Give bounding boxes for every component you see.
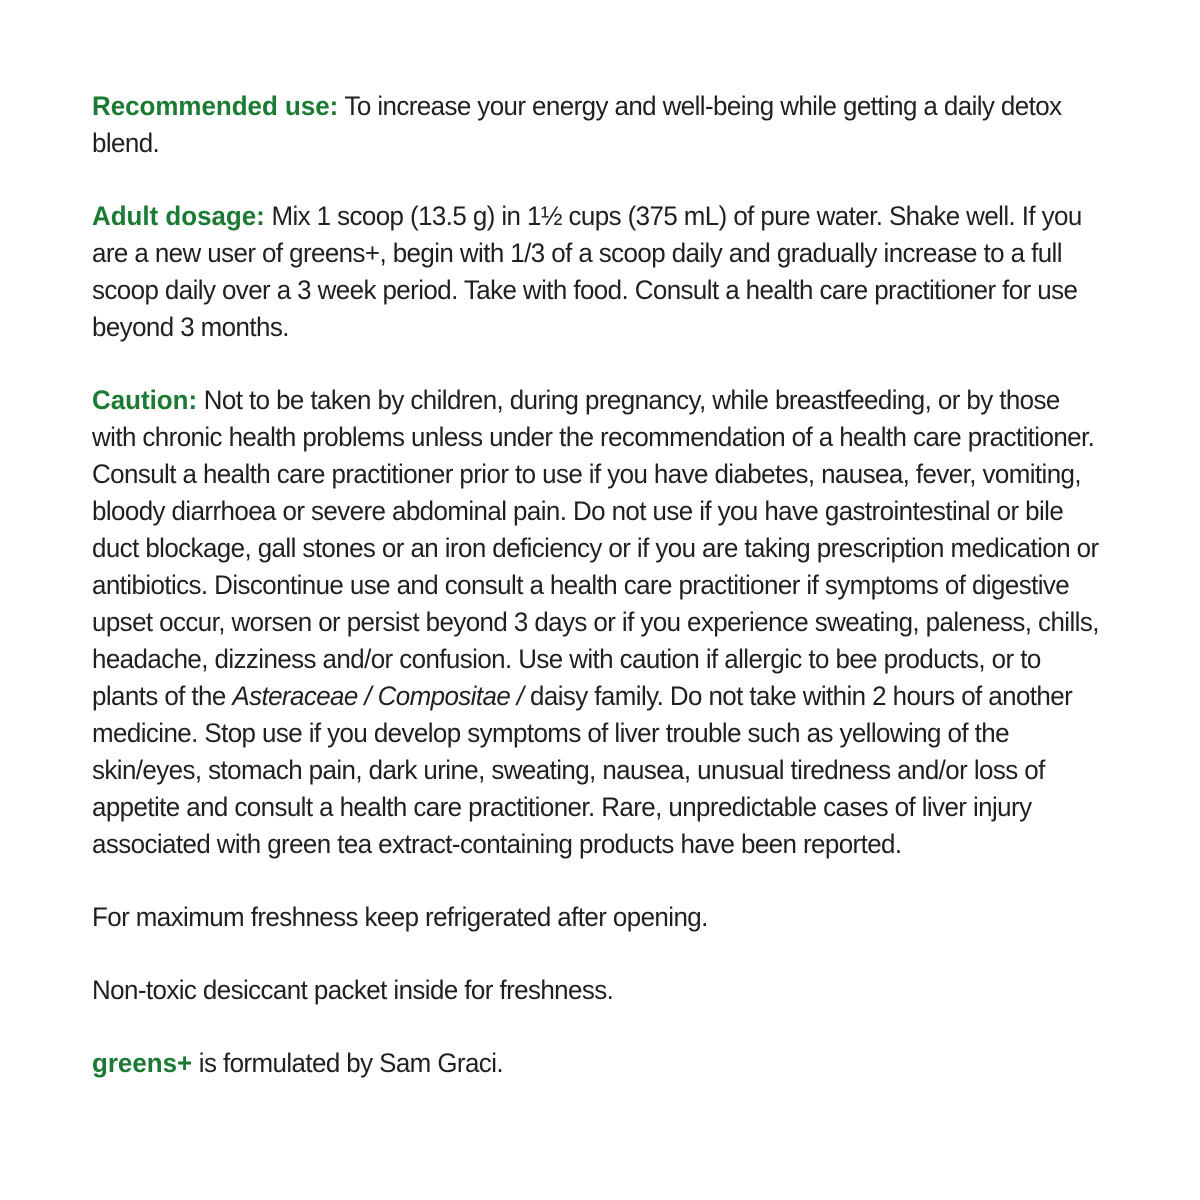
caution-plant-family: Asteraceae / Compositae / xyxy=(232,681,524,711)
formulation-text: is formulated by Sam Graci. xyxy=(192,1048,503,1078)
caution-text-part-1: Not to be taken by children, during pregnancy, while breastfeeding, or by those with chronic health problems unless under the recommendation of a health care practitioner. Consult a health care practitioner prior to use if you have diabetes, nausea, fever, vomiting, bloody diarrhoea or severe abdominal pain. Do not use if you have gastrointestinal or bile duct blockage, gall stones or an iron deficiency or if you are taking prescription medication or antibiotics. Discontinue use and consult a health care practitioner if symptoms of digestive upset occur, worsen or persist beyond 3 days or if you experience sweating, paleness, chills, headache, dizziness and/or confusion. Use with caution if allergic to bee products, or to plants of the xyxy=(92,385,1099,711)
caution-section xyxy=(92,382,1110,863)
label-document xyxy=(92,88,1110,1118)
recommended-use-section xyxy=(92,88,1110,162)
formulation-note xyxy=(92,1045,1110,1082)
adult-dosage-text: Mix 1 scoop (13.5 g) in 1½ cups (375 mL) of pure water. Shake well. If you are a new user of greens+, begin with 1/3 of a scoop daily and gradually increase to a full scoop daily over a 3 week period. Take with food. Consult a health care practitioner for use beyond 3 months. xyxy=(92,201,1082,342)
desiccant-note: Non-toxic desiccant packet inside for freshness. xyxy=(92,975,614,1005)
brand-name: greens+ xyxy=(92,1048,193,1078)
caution-label: Caution: xyxy=(92,385,198,415)
recommended-use-text: To increase your energy and well-being while getting a daily detox blend. xyxy=(92,91,1062,158)
adult-dosage-label: Adult dosage: xyxy=(92,201,265,231)
storage-note: For maximum freshness keep refrigerated after opening. xyxy=(92,902,708,932)
adult-dosage-section xyxy=(92,198,1110,346)
caution-text-part-2: daisy family. Do not take within 2 hours of another medicine. Stop use if you develop symptoms of liver trouble such as yellowing of the skin/eyes, stomach pain, dark urine, sweating, nausea, unusual tiredness and/or loss of appetite and consult a health care practitioner. Rare, unpredictable cases of liver injury associated with green tea extract-containing products have been reported. xyxy=(92,681,1073,859)
recommended-use-label: Recommended use: xyxy=(92,91,339,121)
